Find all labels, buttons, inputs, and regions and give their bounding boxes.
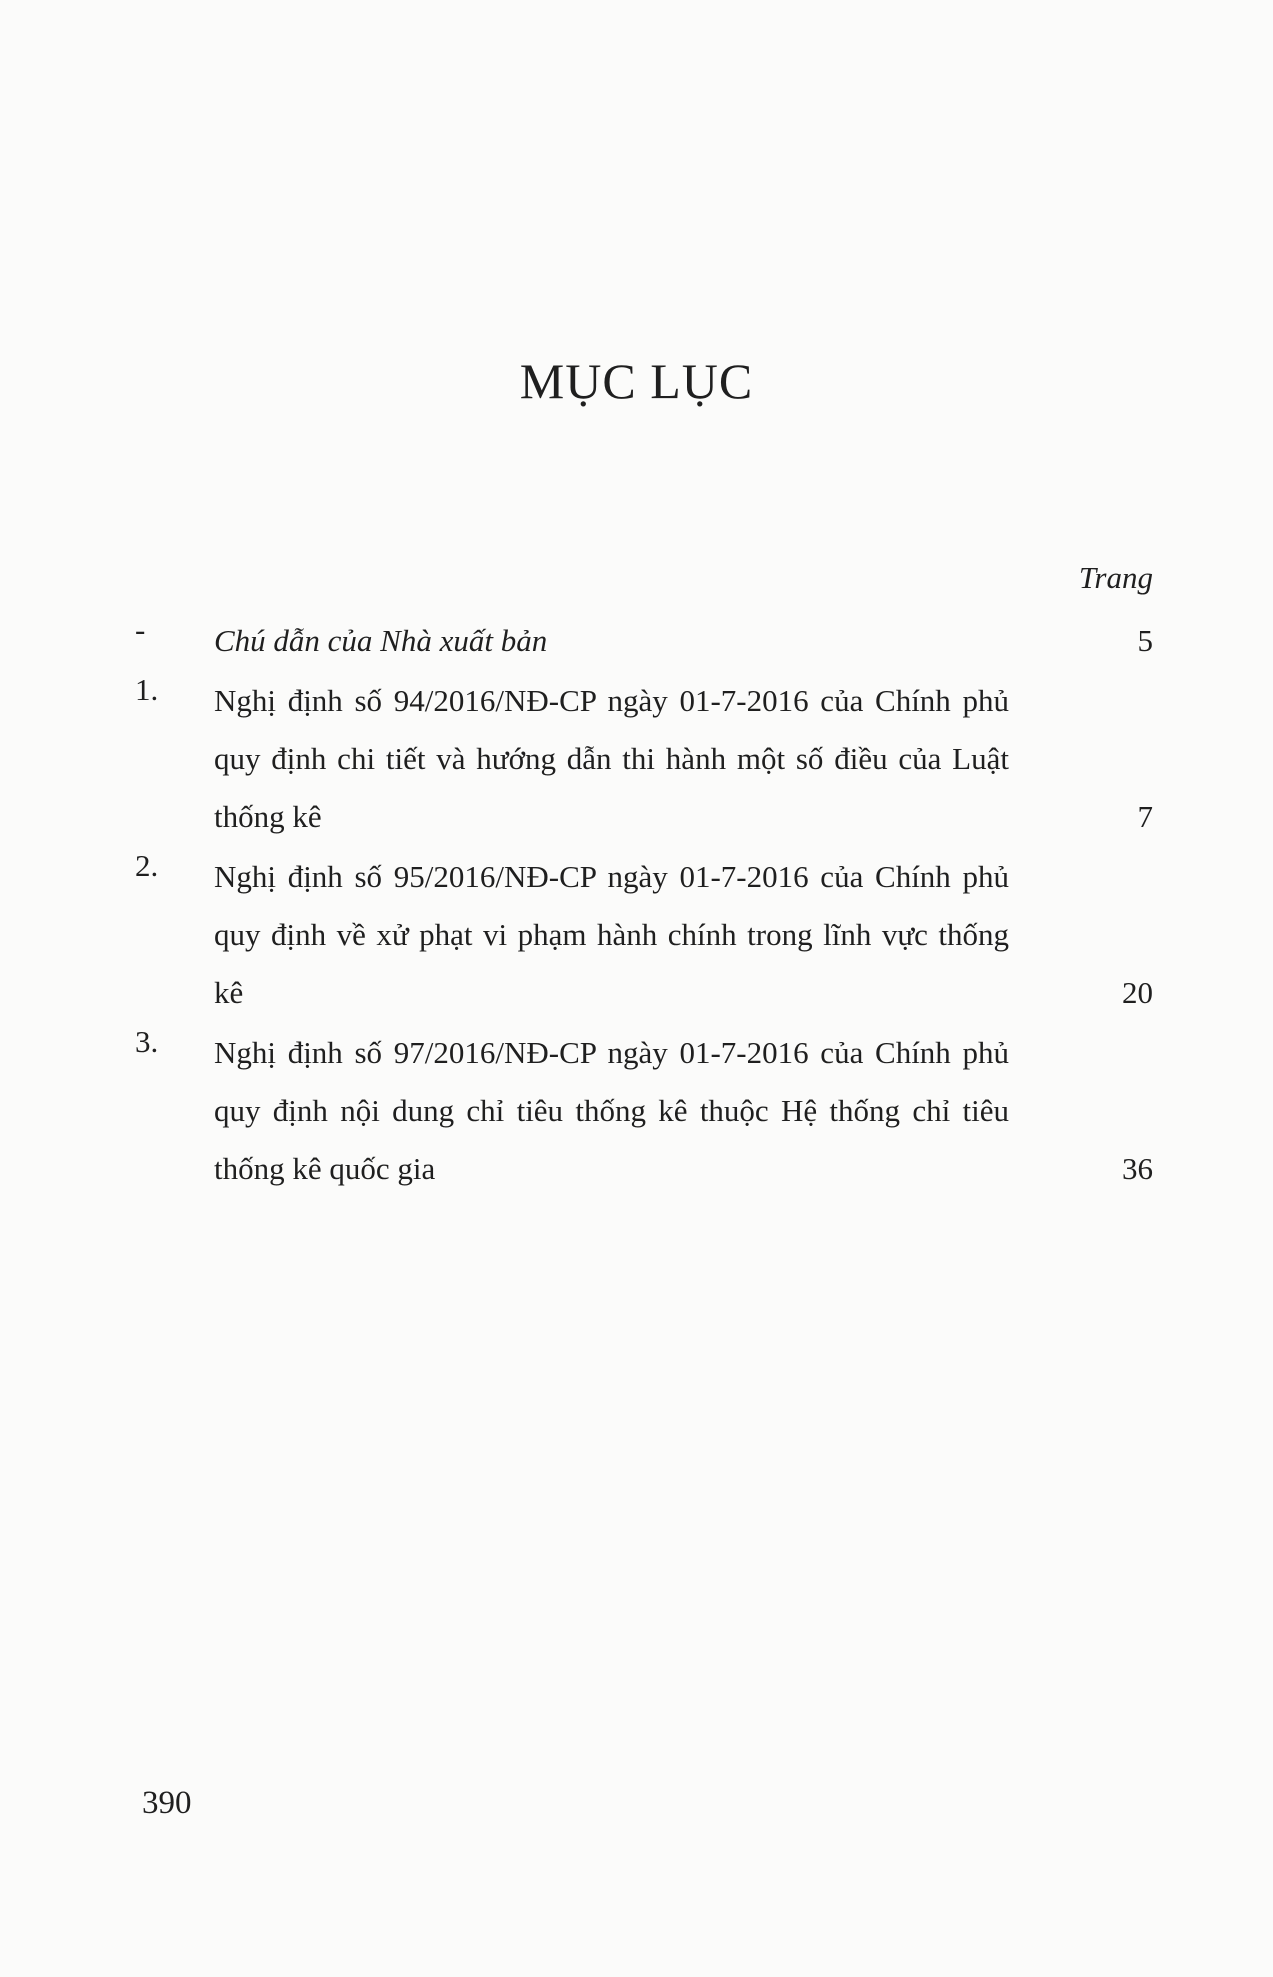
- toc-entry-marker: 1.: [135, 672, 159, 707]
- toc-entry-page: 7: [1137, 799, 1153, 834]
- toc-entry: [135, 1024, 1153, 1198]
- page-column-header: Trang: [1078, 560, 1153, 595]
- toc-entry-text: Nghị định số 97/2016/NĐ-CP ngày 01-7-2016 của Chính phủ quy định nội dung chỉ tiêu thống kê thuộc Hệ thống chỉ tiêu thống kê quốc gia: [214, 1035, 1009, 1186]
- toc-entry-text: Nghị định số 95/2016/NĐ-CP ngày 01-7-2016 của Chính phủ quy định về xử phạt vi phạm hành chính trong lĩnh vực thống kê: [214, 859, 1009, 1010]
- toc-entry-marker: 2.: [135, 848, 159, 883]
- page-title: MỤC LỤC: [519, 353, 754, 409]
- toc-entry-marker: 3.: [135, 1024, 159, 1059]
- toc-entry-page: 36: [1122, 1151, 1153, 1186]
- page-number: 390: [142, 1785, 192, 1821]
- toc-entry: [135, 672, 1153, 846]
- toc-entry-marker: -: [135, 612, 146, 647]
- toc-entry: [135, 612, 1153, 670]
- toc-entry-text: Nghị định số 94/2016/NĐ-CP ngày 01-7-2016 của Chính phủ quy định chi tiết và hướng dẫn thi hành một số điều của Luật thống kê: [214, 683, 1009, 834]
- toc-entry: [135, 848, 1153, 1022]
- table-of-contents: [135, 612, 1153, 1200]
- toc-entry-page: 5: [1137, 623, 1153, 658]
- toc-entry-text: Chú dẫn của Nhà xuất bản: [214, 623, 548, 658]
- toc-entry-page: 20: [1122, 975, 1153, 1010]
